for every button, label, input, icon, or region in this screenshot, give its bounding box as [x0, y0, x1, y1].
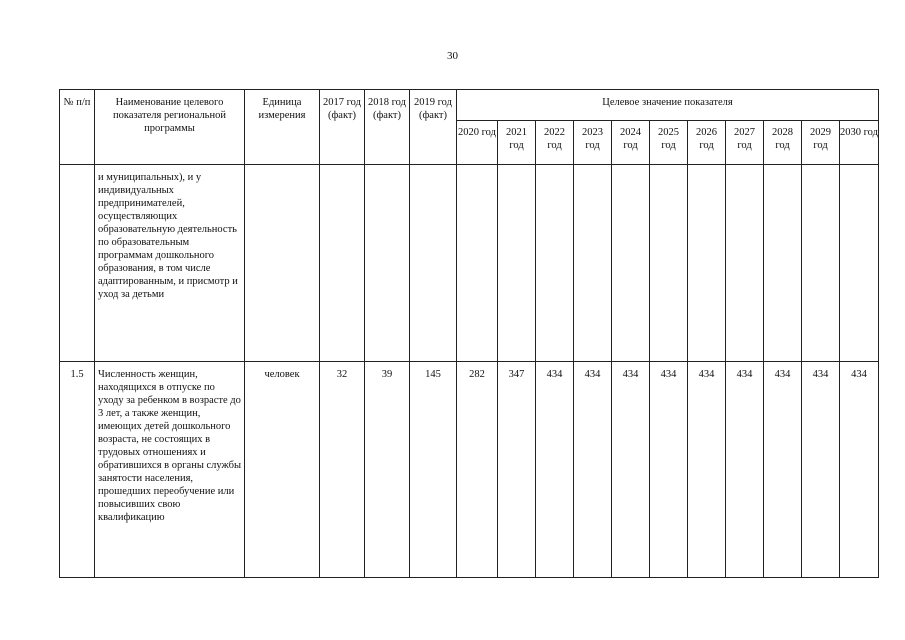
row-target-2020: 282 [457, 362, 498, 578]
row-target-2026 [688, 165, 726, 362]
table-row [60, 165, 879, 362]
row-unit: человек [245, 362, 320, 578]
row-target-2030 [840, 165, 879, 362]
row-target-2024 [612, 165, 650, 362]
row-fact-2019: 145 [410, 362, 457, 578]
row-target-2028 [764, 165, 802, 362]
col-header-target-group: Целевое значение показателя [457, 90, 879, 121]
row-target-2025 [650, 165, 688, 362]
row-unit [245, 165, 320, 362]
row-fact-2018 [365, 165, 410, 362]
col-header-2021: 2021 год [498, 121, 536, 165]
row-indicator-name: и муниципальных), и у индивидуальных предпринимателей, осуществляющих образовательную деятельность по образовательным программам дошкольного образования, в том числе адаптированным, и присмотр и уход за детьми [95, 165, 245, 362]
row-target-2028: 434 [764, 362, 802, 578]
row-target-2023: 434 [574, 362, 612, 578]
col-header-2029: 2029 год [802, 121, 840, 165]
col-header-fact-2018: 2018 год (факт) [365, 90, 410, 165]
indicator-table [59, 89, 879, 578]
row-fact-2017 [320, 165, 365, 362]
row-target-2021 [498, 165, 536, 362]
col-header-fact-2019: 2019 год (факт) [410, 90, 457, 165]
row-target-2027 [726, 165, 764, 362]
col-header-num: № п/п [60, 90, 95, 165]
row-target-2027: 434 [726, 362, 764, 578]
row-target-2024: 434 [612, 362, 650, 578]
col-header-2025: 2025 год [650, 121, 688, 165]
col-header-2030: 2030 год [840, 121, 879, 165]
col-header-2022: 2022 год [536, 121, 574, 165]
col-header-name: Наименование целевого показателя региональной программы [95, 90, 245, 165]
row-target-2029 [802, 165, 840, 362]
row-target-2026: 434 [688, 362, 726, 578]
table-row [60, 362, 879, 578]
row-indicator-name: Численность женщин, находящихся в отпуске по уходу за ребенком в возрасте до 3 лет, а также женщин, имеющих детей дошкольного возраста, не состоящих в трудовых отношениях и обратившихся в органы службы занятости населения, прошедших переобучение или повысивших свою квалификацию [95, 362, 245, 578]
row-target-2020 [457, 165, 498, 362]
col-header-2020: 2020 год [457, 121, 498, 165]
col-header-2028: 2028 год [764, 121, 802, 165]
row-fact-2017: 32 [320, 362, 365, 578]
row-num [60, 165, 95, 362]
header-row-1 [60, 90, 879, 121]
row-target-2023 [574, 165, 612, 362]
col-header-2024: 2024 год [612, 121, 650, 165]
row-target-2025: 434 [650, 362, 688, 578]
row-target-2029: 434 [802, 362, 840, 578]
col-header-2023: 2023 год [574, 121, 612, 165]
row-fact-2019 [410, 165, 457, 362]
row-target-2022 [536, 165, 574, 362]
row-target-2030: 434 [840, 362, 879, 578]
row-target-2021: 347 [498, 362, 536, 578]
col-header-unit: Единица измерения [245, 90, 320, 165]
row-fact-2018: 39 [365, 362, 410, 578]
col-header-fact-2017: 2017 год (факт) [320, 90, 365, 165]
row-num: 1.5 [60, 362, 95, 578]
row-target-2022: 434 [536, 362, 574, 578]
col-header-2026: 2026 год [688, 121, 726, 165]
page-number: 30 [447, 50, 458, 62]
col-header-2027: 2027 год [726, 121, 764, 165]
